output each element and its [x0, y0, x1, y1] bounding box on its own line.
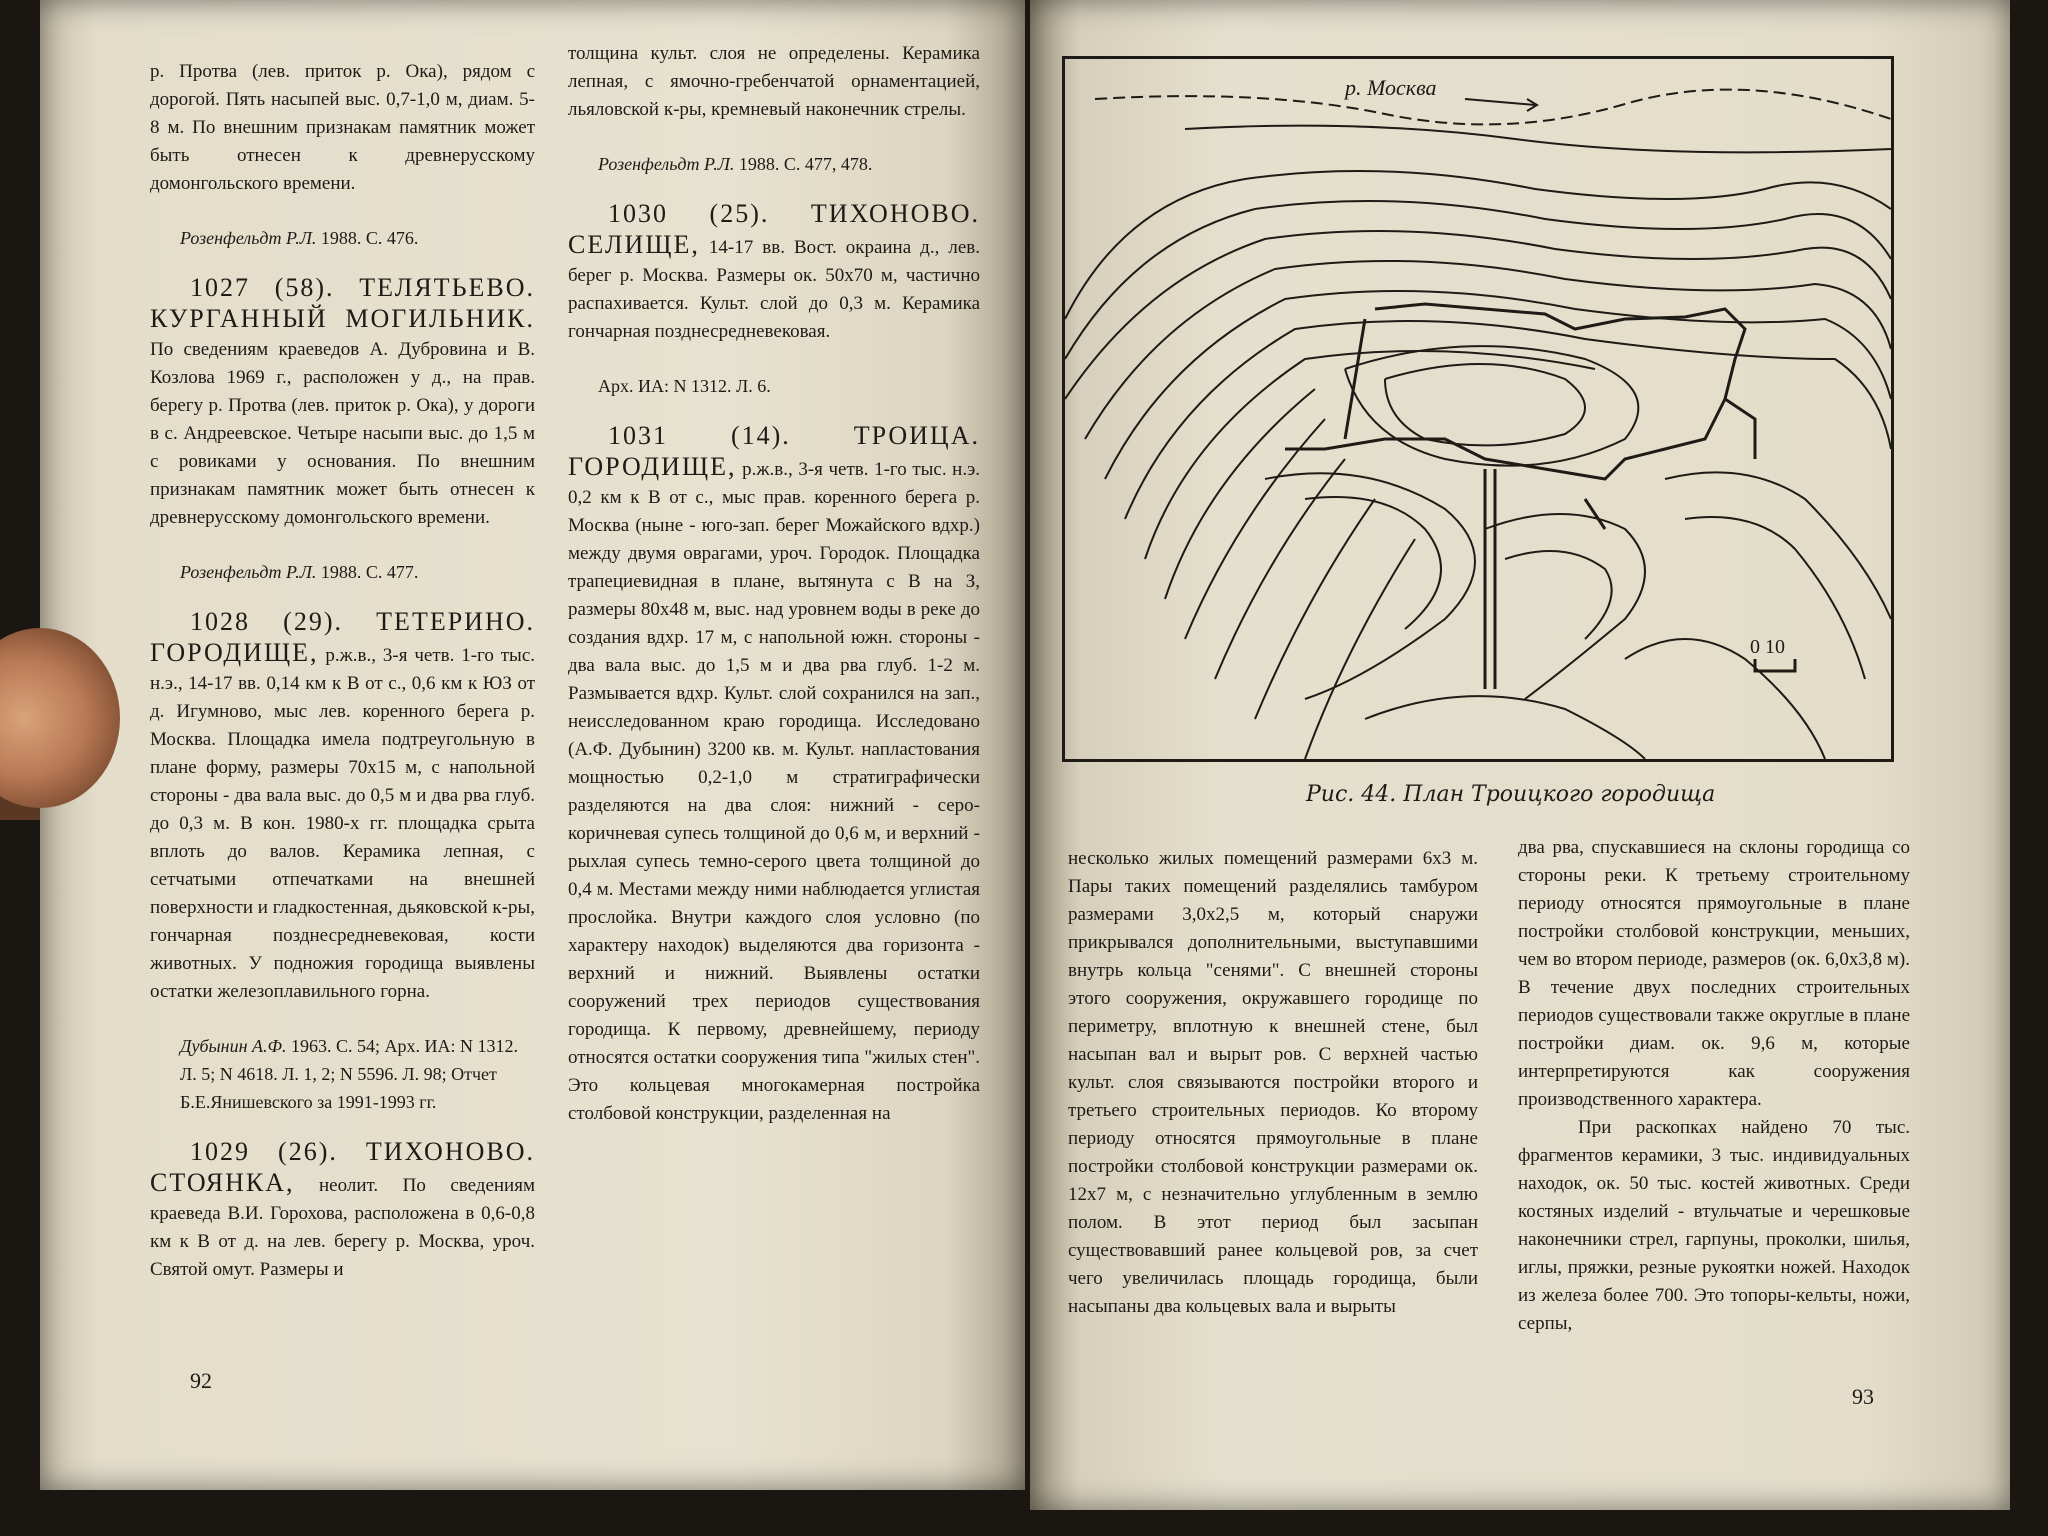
reference-text: 1988. С. 477, 478. [734, 154, 873, 174]
left-page-column-2 [568, 40, 980, 1128]
lp1-reference [180, 558, 535, 586]
lp1-text: р. Протва (лев. приток р. Ока), рядом с дорогой. Пять насыпей выс. 0,7-1,0 м, диам. 5-8 м. По внешним признакам памятник может быть отнесен к древнерусскому домонгольского времени. [150, 61, 535, 194]
right-col2-para-2: При раскопках найдено 70 тыс. фрагментов керамики, 3 тыс. индивидуальных находок, ок. 50 тыс. костей животных. Среди костяных изделий - втульчатые и черешковые наконечники стрел, гарпуны, проколки, шилья, иглы, пряжки, резные рукоятки ножей. Находок из железа более 700. Это топоры-кельты, ножи, серпы, [1518, 1117, 1910, 1334]
right-page-number: 93 [1852, 1384, 1874, 1409]
entry-heading: 1029 (26). ТИХОНОВО. СТОЯНКА, [150, 1137, 535, 1197]
reference-author: Розенфельдт Р.Л. [180, 228, 317, 248]
river-arrow-icon [1465, 99, 1535, 105]
entry-heading: 1030 (25). ТИХОНОВО. СЕЛИЩЕ, [568, 199, 980, 259]
lp1-entry [150, 274, 535, 532]
right-page-column-2 [1518, 834, 1910, 1338]
lp1-reference [180, 1032, 535, 1116]
reference-text: 1963. С. 54; Арх. ИА: N 1312. Л. 5; N 4618. Л. 1, 2; N 5596. Л. 98; Отчет Б.Е.Янишевского за 1991-1993 гг. [180, 1036, 519, 1112]
map-figure [1062, 56, 1894, 762]
lp1-entry [150, 1138, 535, 1284]
map-scale-label: 0 10 [1750, 636, 1785, 658]
contour-map [1065, 59, 1891, 759]
right-col1-text: несколько жилых помещений размерами 6х3 м. Пары таких помещений разделялись тамбуром размерами 3,0х2,5 м, который снаружи прикрывался дополнительными, выступавшими внутрь кольца "сенями". С внешней стороны этого сооружения, окружавшего городище по периметру, вплотную к внешней стене, был насыпан вал и вырыт ров. С верхней частью культ. слоя связываются постройки второго и третьего строительных периодов. Ко второму периоду относятся прямоугольные в плане постройки столбовой конструкции размерами ок. 12х7 м, с незначительно углубленным в землю полом. В этот период был засыпан существовавший ранее кольцевой ров, за счет чего увеличилась площадь городища, были насыпаны два кольцевых вала и вырыты [1068, 848, 1478, 1317]
reference-text: 1988. С. 476. [316, 228, 419, 248]
lp2-entry [568, 422, 980, 1128]
entry-body: 14-17 вв. Вост. окраина д., лев. берег р. Москва. Размеры ок. 50х70 м, частично распахивается. Культ. слой до 0,3 м. Керамика гончарная позднесредневековая. [568, 237, 980, 342]
right-page-column-1 [1068, 845, 1478, 1321]
reference-author: Розенфельдт Р.Л. [180, 562, 317, 582]
left-page-column-1 [150, 58, 535, 1284]
entry-body: неолит. По сведениям краеведа В.И. Горохова, расположена в 0,6-0,8 км к В от д. на лев. берегу р. Москва, уроч. Святой омут. Размеры и [150, 1175, 535, 1280]
reference-text: Арх. ИА: N 1312. Л. 6. [598, 376, 771, 396]
entry-body: р.ж.в., 3-я четв. 1-го тыс. н.э. 0,2 км к В от с., мыс прав. коренного берега р. Москва (ныне - юго-зап. берег Можайского вдхр.) между двумя оврагами, уроч. Городок. Площадка трапециевидная в плане, вытянута с В на З, размеры 80х48 м, выс. над уровнем воды в реке до создания вдхр. 17 м, с напольной южн. стороны - два вала выс. до 1,5 м и два рва глуб. 1-2 м. Размывается вдхр. Культ. слой сохранился на зап., неисследованном краю городища. Исследовано (А.Ф. Дубынин) 3200 кв. м. Культ. напластования мощностью 0,2-1,0 м стратиграфически разделяются на два слоя: нижний - серо-коричневая супесь толщиной до 0,6 м, и верхний - рыхлая супесь темно-серого цвета толщиной до 0,4 м. Местами между ними наблюдается углистая прослойка. Внутри каждого слоя условно (по характеру находок) выделяются два горизонта - верхний и нижний. Выявлены остатки сооружений трех периодов существования городища. К первому, древнейшему, периоду относятся остатки сооружения типа "жилых стен". Это кольцевая многокамерная постройка столбовой конструкции, разделенная на [568, 459, 980, 1124]
entry-heading: 1031 (14). ТРОИЦА. ГОРОДИЩЕ, [568, 421, 980, 481]
reference-author: Дубынин А.Ф. [180, 1036, 287, 1056]
lp2-entry [568, 200, 980, 346]
lp2-reference [598, 150, 980, 178]
lp2-reference [598, 372, 980, 400]
right-col2-para-1: два рва, спускавшиеся на склоны городища со стороны реки. К третьему строительному периоду относятся прямоугольные в плане постройки столбовой конструкции, меньших, чем во втором периоде, размеров (ок. 6,0х3,8 м). В течение двух последних строительных периодов существовали также округлые в плане постройки диам. ок. 9,6 м, которые интерпретируются как сооружения производственного характера. [1518, 837, 1910, 1110]
entry-body: р.ж.в., 3-я четв. 1-го тыс. н.э., 14-17 вв. 0,14 км к В от с., 0,6 км к ЮЗ от д. Игумново, мыс лев. коренного берега р. Москва. Площадка имела подтреугольную в плане форму, размеры 70х15 м, с напольной стороны - два вала выс. до 0,5 м и два рва глуб. до 0,3 м. В кон. 1980-х гг. площадка срыта вплоть до валов. Керамика лепная, с сетчатыми отпечатками на внешней поверхности и гладкостенная, дьяковской к-ры, гончарная позднесредневековая, кости животных. У подножия городища выявлены остатки железоплавильного горна. [150, 645, 535, 1002]
lp1-reference [180, 224, 535, 252]
entry-body: По сведениям краеведов А. Дубровина и В. Козлова 1969 г., расположен у д., на прав. берегу р. Протва (лев. приток р. Ока), у дороги в с. Андреевское. Четыре насыпи выс. до 1,5 м с ровиками у основания. По внешним признакам памятник может быть отнесен к древнерусскому домонгольского времени. [150, 339, 535, 528]
lp1-entry [150, 608, 535, 1006]
lp2-text: толщина культ. слоя не определены. Керамика лепная, с ямочно-гребенчатой орнаментацией, льяловской к-ры, кремневый наконечник стрелы. [568, 43, 980, 120]
entry-heading: 1027 (58). ТЕЛЯТЬЕВО. КУРГАННЫЙ МОГИЛЬНИК. [150, 273, 535, 333]
reference-text: 1988. С. 477. [316, 562, 419, 582]
entry-heading: 1028 (29). ТЕТЕРИНО. ГОРОДИЩЕ, [150, 607, 535, 667]
left-page-number: 92 [190, 1368, 212, 1393]
figure-caption: Рис. 44. План Троицкого городища [1306, 782, 1716, 807]
map-river-label: р. Москва [1345, 75, 1437, 100]
reference-author: Розенфельдт Р.Л. [598, 154, 735, 174]
